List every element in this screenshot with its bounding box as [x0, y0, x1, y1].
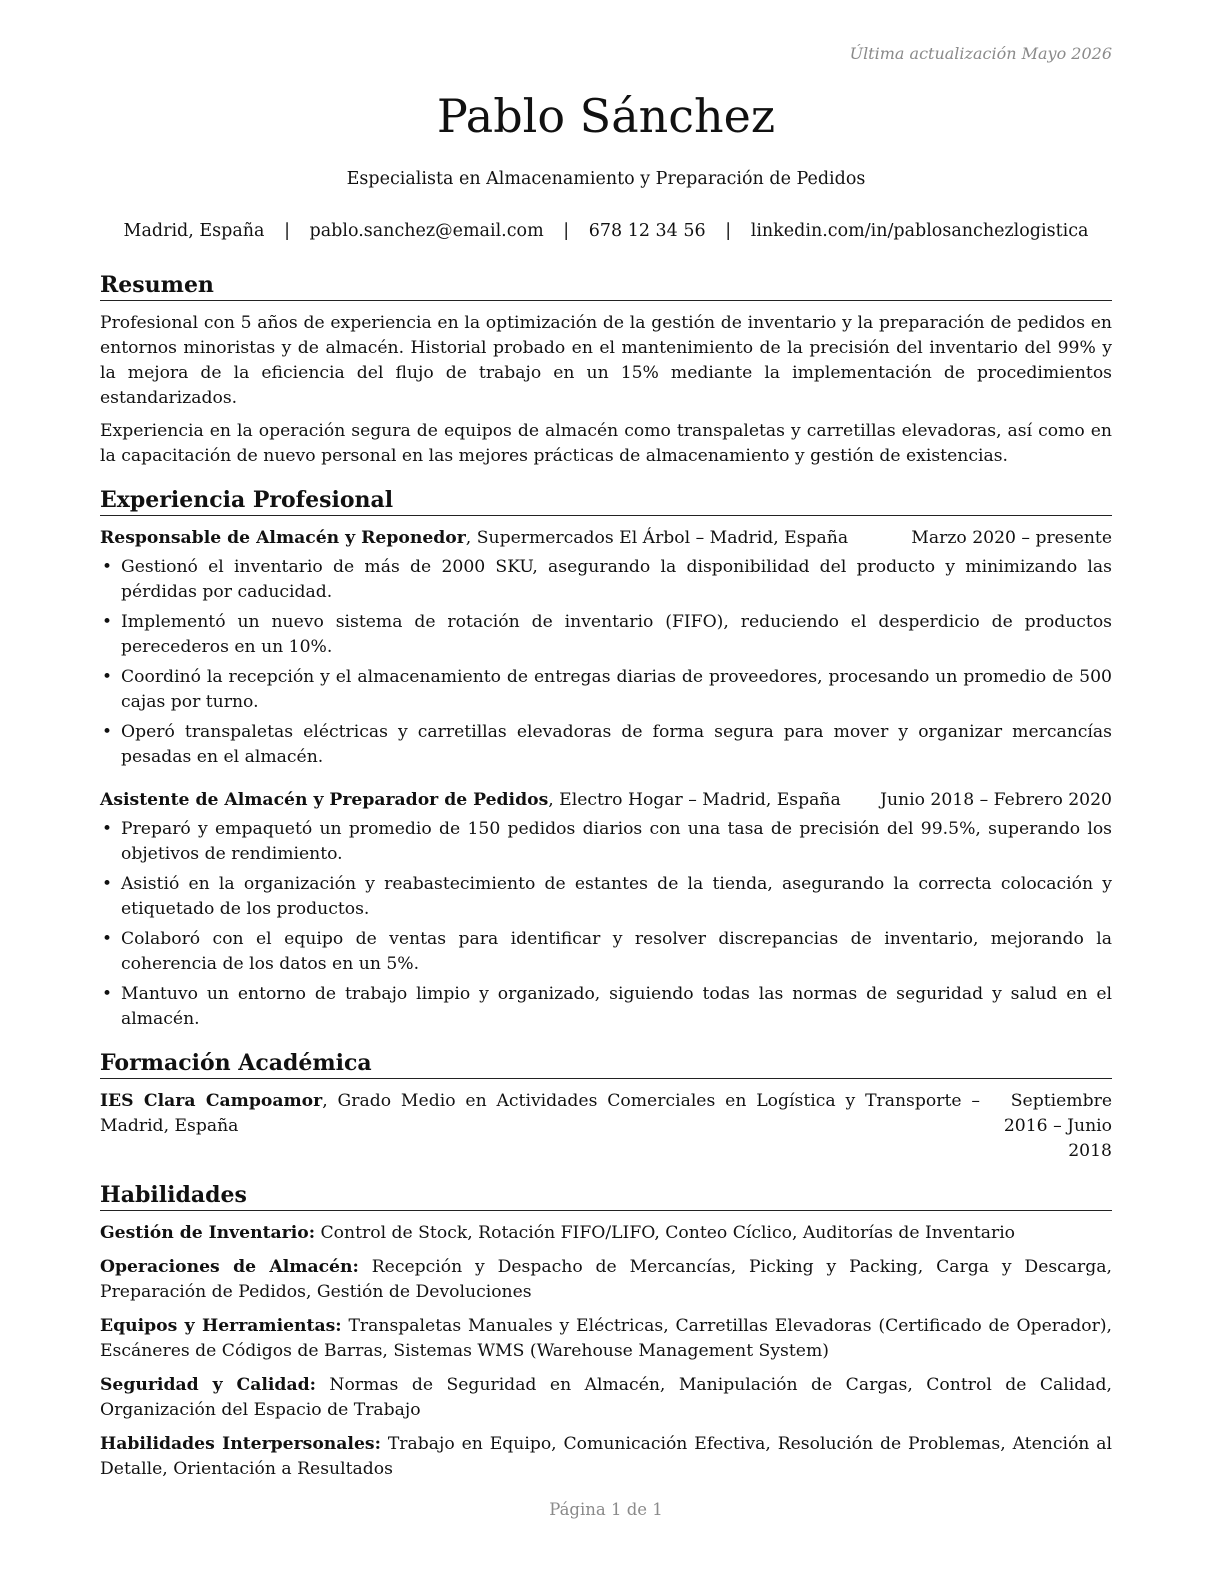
contact-line [100, 219, 1112, 243]
list-item: • Gestionó el inventario de más de 2000 SKU, asegurando la disponibilidad del producto y minimizando las pérdidas por caducidad. [100, 555, 1112, 605]
list-item: • Mantuvo un entorno de trabajo limpio y organizado, siguiendo todas las normas de seguridad y salud en el almacén. [100, 982, 1112, 1032]
section-heading: Habilidades [100, 1180, 1112, 1211]
contact-separator: | [563, 221, 570, 241]
skill-label: Gestión de Inventario: [100, 1223, 316, 1243]
skill-text: Normas de Seguridad en Almacén, Manipulación de Cargas, Control de Calidad, Organización del Espacio de Trabajo [100, 1375, 1113, 1420]
education-detail: , Grado Medio en Actividades Comerciales en Logística y Transporte – Madrid, España [100, 1091, 980, 1136]
job-dates: Marzo 2020 – presente [911, 528, 1112, 548]
summary-paragraph: Experiencia en la operación segura de equipos de almacén como transpaletas y carretillas elevadoras, así como en la capacitación de nuevo personal en las mejores prácticas de almacenamiento y gestión de existencias. [100, 421, 1112, 466]
summary-section [100, 270, 1112, 469]
candidate-name: Pablo Sánchez [436, 89, 776, 143]
skill-label: Seguridad y Calidad: [100, 1375, 316, 1395]
list-item: • Preparó y empaquetó un promedio de 150 pedidos diarios con una tasa de precisión del 99.5%, superando los objetivos de rendimiento. [100, 817, 1112, 867]
job-header [100, 788, 1112, 813]
list-item: • Operó transpaletas eléctricas y carretillas elevadoras de forma segura para mover y organizar mercancías pesadas en el almacén. [100, 720, 1112, 770]
contact-linkedin[interactable]: linkedin.com/in/pablosanchezlogistica [750, 221, 1089, 241]
education-entry [100, 1089, 1112, 1164]
resume-page [100, 0, 1112, 1584]
skill-item [100, 1221, 1112, 1246]
skill-item [100, 1373, 1112, 1423]
candidate-title: Especialista en Almacenamiento y Preparación de Pedidos [346, 169, 866, 189]
skills-section [100, 1180, 1112, 1482]
contact-phone: 678 12 34 56 [588, 221, 706, 241]
job-entry [100, 526, 1112, 770]
experience-section [100, 485, 1112, 1032]
resume-content [100, 270, 1112, 1498]
skill-item [100, 1314, 1112, 1364]
skill-text: Recepción y Despacho de Mercancías, Picking y Packing, Carga y Descarga, Preparación de Pedidos, Gestión de Devoluciones [100, 1257, 1112, 1302]
skill-text: Control de Stock, Rotación FIFO/LIFO, Conteo Cíclico, Auditorías de Inventario [315, 1223, 1016, 1243]
job-bullets [100, 817, 1112, 1032]
contact-email[interactable]: pablo.sanchez@email.com [309, 221, 544, 241]
page-number: Página 1 de 1 [549, 1500, 663, 1519]
job-dates: Junio 2018 – Febrero 2020 [880, 790, 1112, 810]
job-company: , Supermercados El Árbol – Madrid, España [465, 528, 849, 548]
contact-separator: | [284, 221, 290, 241]
skill-label: Habilidades Interpersonales: [100, 1434, 381, 1454]
skill-label: Equipos y Herramientas: [100, 1316, 342, 1336]
job-role: Asistente de Almacén y Preparador de Pedidos [100, 790, 549, 810]
list-item: • Coordinó la recepción y el almacenamiento de entregas diarias de proveedores, procesando un promedio de 500 cajas por turno. [100, 665, 1112, 715]
last-updated: Última actualización Mayo 2026 [849, 44, 1112, 63]
section-heading: Experiencia Profesional [100, 485, 1112, 516]
job-bullets [100, 555, 1112, 770]
skill-item [100, 1255, 1112, 1305]
job-header [100, 526, 1112, 551]
job-role: Responsable de Almacén y Reponedor [100, 528, 466, 548]
summary-paragraph: Profesional con 5 años de experiencia en la optimización de la gestión de inventario y la preparación de pedidos en entornos minoristas y de almacén. Historial probado en el mantenimiento de la precisión del inventario del 99% y la mejora de la eficiencia del flujo de trabajo en un 15% mediante la implementación de procedimientos estandarizados. [100, 313, 1112, 408]
section-heading: Formación Académica [100, 1048, 1112, 1079]
list-item: • Colaboró con el equipo de ventas para identificar y resolver discrepancias de inventario, mejorando la coherencia de los datos en un 5%. [100, 927, 1112, 977]
skill-item [100, 1432, 1112, 1482]
list-item: • Asistió en la organización y reabastecimiento de estantes de la tienda, asegurando la correcta colocación y etiquetado de los productos. [100, 872, 1112, 922]
education-dates: Septiembre 2016 – Junio 2018 [1003, 1091, 1112, 1161]
skill-label: Operaciones de Almacén: [100, 1257, 359, 1277]
job-company: , Electro Hogar – Madrid, España [548, 790, 841, 810]
list-item: • Implementó un nuevo sistema de rotación de inventario (FIFO), reduciendo el desperdicio de productos perecederos en un 10%. [100, 610, 1112, 660]
education-school: IES Clara Campoamor [100, 1091, 323, 1111]
education-section [100, 1048, 1112, 1164]
job-entry [100, 788, 1112, 1032]
skill-text: Trabajo en Equipo, Comunicación Efectiva, Resolución de Problemas, Atención al Detalle, Orientación a Resultados [100, 1434, 1113, 1479]
contact-location: Madrid, España [123, 221, 265, 241]
section-heading: Resumen [100, 270, 1112, 301]
contact-separator: | [725, 221, 732, 241]
skill-text: Transpaletas Manuales y Eléctricas, Carretillas Elevadoras (Certificado de Operador), Escáneres de Códigos de Barras, Sistemas WMS (Warehouse Management System) [100, 1316, 1113, 1361]
